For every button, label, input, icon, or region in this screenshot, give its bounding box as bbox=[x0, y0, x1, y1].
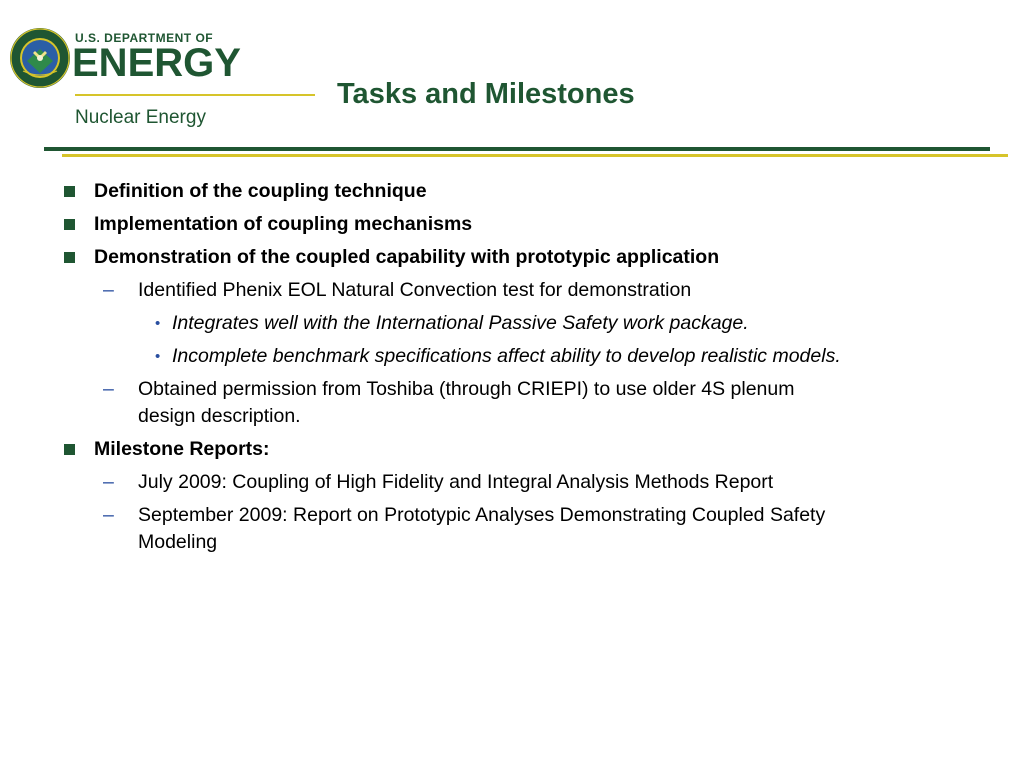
bullet-level3: Incomplete benchmark specifications affect ability to develop realistic models. bbox=[172, 345, 841, 367]
logo-department-text: U.S. DEPARTMENT OF bbox=[75, 31, 214, 45]
slide-title: Tasks and Milestones bbox=[337, 78, 635, 110]
bullet-level2: Identified Phenix EOL Natural Convection test for demonstration bbox=[138, 279, 692, 301]
bullet-square-icon bbox=[64, 186, 75, 197]
logo-divider bbox=[75, 94, 315, 96]
bullet-level2: July 2009: Coupling of High Fidelity and Integral Analysis Methods Report bbox=[138, 471, 774, 493]
bullet-level1: Definition of the coupling technique bbox=[94, 180, 427, 202]
bullet-level2-continuation: Modeling bbox=[138, 531, 218, 553]
bullet-square-icon bbox=[64, 219, 75, 230]
bullet-dash-icon: – bbox=[103, 504, 114, 526]
bullet-dash-icon: – bbox=[103, 378, 114, 400]
doe-seal-logo bbox=[9, 27, 71, 89]
bullet-level2-continuation: design description. bbox=[138, 405, 301, 427]
bullet-level1: Demonstration of the coupled capability with prototypic application bbox=[94, 246, 720, 268]
header-rule-gold bbox=[62, 154, 1008, 157]
bullet-level1: Milestone Reports: bbox=[94, 438, 270, 460]
logo-energy-wordmark: ENERGY bbox=[72, 41, 241, 85]
bullet-level2: September 2009: Report on Prototypic Analyses Demonstrating Coupled Safety bbox=[138, 504, 826, 526]
bullet-dot-icon: • bbox=[155, 315, 161, 332]
bullet-level2: Obtained permission from Toshiba (through CRIEPI) to use older 4S plenum bbox=[138, 378, 795, 400]
bullet-dash-icon: – bbox=[103, 471, 114, 493]
bullet-square-icon bbox=[64, 444, 75, 455]
bullet-dash-icon: – bbox=[103, 279, 114, 301]
bullet-dot-icon: • bbox=[155, 348, 161, 365]
logo-office-text: Nuclear Energy bbox=[75, 107, 206, 128]
header-rule-green bbox=[44, 147, 990, 151]
bullet-level1: Implementation of coupling mechanisms bbox=[94, 213, 473, 235]
bullet-square-icon bbox=[64, 252, 75, 263]
bullet-level3: Integrates well with the International Passive Safety work package. bbox=[172, 312, 749, 334]
